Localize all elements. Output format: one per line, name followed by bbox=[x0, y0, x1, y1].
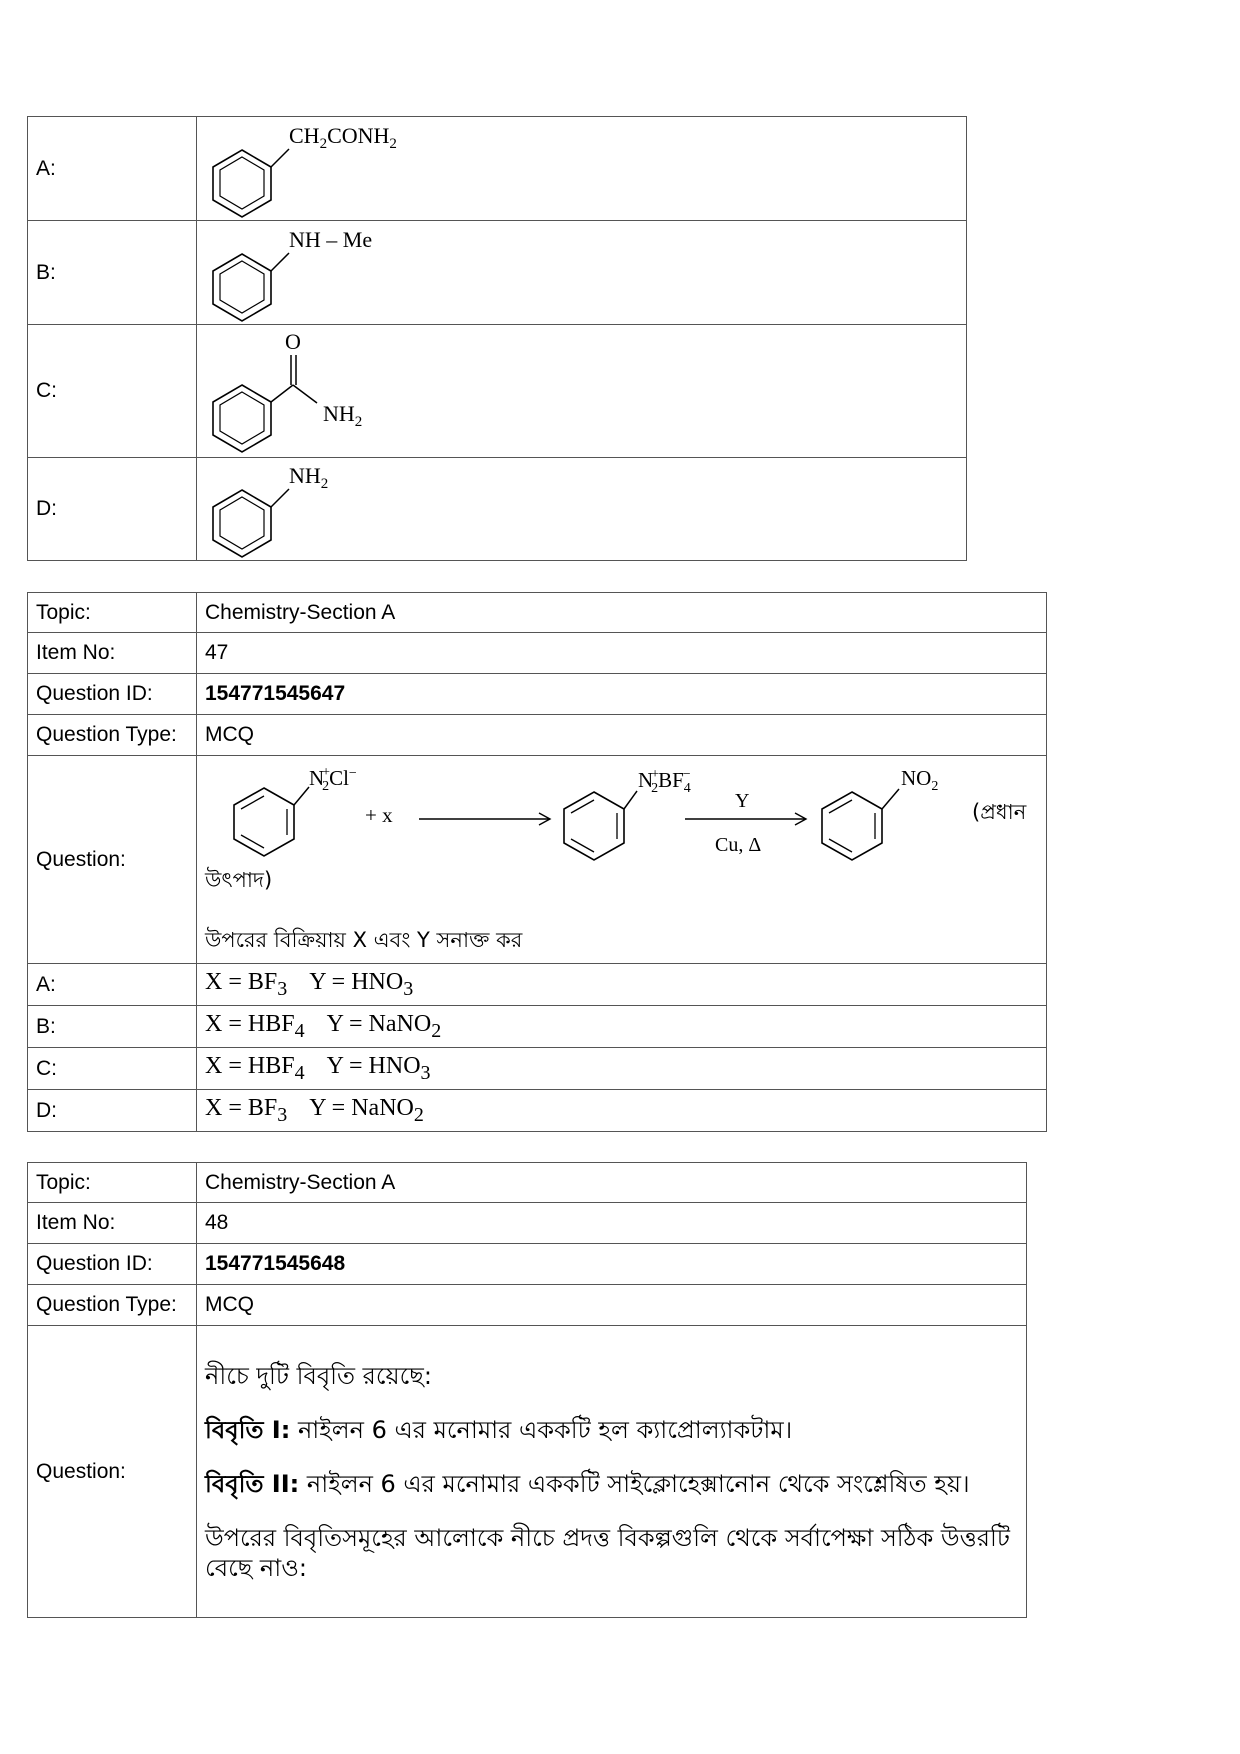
meta-row-question-type bbox=[28, 1285, 1027, 1326]
option-text[interactable]: $X = BF_3$ Y = NaNO$_2$ bbox=[197, 1090, 1047, 1132]
statements-intro: নীচে দুটি বিবৃতি রয়েছে: bbox=[205, 1361, 432, 1390]
meta-value: 48 bbox=[197, 1203, 1027, 1244]
meta-value: MCQ bbox=[197, 1285, 1027, 1326]
main-product-note: (প্রধান bbox=[972, 799, 1027, 824]
question-id: 154771545648 bbox=[205, 1252, 346, 1275]
benzyl-amide-structure bbox=[205, 119, 465, 219]
statement-2 bbox=[205, 1469, 1018, 1499]
option-structure bbox=[197, 221, 967, 325]
meta-value: MCQ bbox=[197, 715, 1047, 756]
benzamide-structure bbox=[205, 327, 465, 455]
question-body bbox=[197, 756, 1047, 964]
question-body bbox=[197, 1326, 1027, 1618]
meta-row-question-id bbox=[28, 674, 1047, 715]
reaction-arrow-2 bbox=[685, 813, 806, 825]
question-label: Question: bbox=[28, 756, 197, 964]
option-row-d[interactable] bbox=[28, 1090, 1047, 1132]
svg-text:O: O bbox=[285, 329, 301, 354]
svg-text:NH2: $NH_2$ bbox=[289, 463, 329, 492]
meta-value: Chemistry-Section A bbox=[197, 1163, 1027, 1203]
option-text[interactable]: $X = HBF_4$ Y = NaNO$_2$ bbox=[197, 1006, 1047, 1048]
n-methylaniline-structure bbox=[205, 223, 465, 323]
question-48-table bbox=[27, 1162, 1027, 1618]
meta-label: Item No: bbox=[28, 1203, 197, 1244]
question-label: Question: bbox=[28, 1326, 197, 1618]
option-row-b[interactable] bbox=[28, 1006, 1047, 1048]
option-label: D: bbox=[28, 458, 197, 561]
plus-x-label: + x bbox=[365, 802, 393, 827]
meta-label: Question Type: bbox=[28, 715, 197, 756]
nitro-group-label: $NO_2$ bbox=[901, 765, 939, 794]
prev-option-row-a bbox=[28, 117, 967, 221]
reagent-y-label: Y bbox=[735, 789, 750, 812]
option-label: C: bbox=[28, 325, 197, 458]
meta-row-item-no bbox=[28, 633, 1047, 674]
meta-value: 47 bbox=[197, 633, 1047, 674]
statement-1 bbox=[205, 1415, 1018, 1445]
meta-label: Question Type: bbox=[28, 1285, 197, 1326]
option-structure bbox=[197, 325, 967, 458]
option-label: B: bbox=[28, 221, 197, 325]
prev-option-row-d bbox=[28, 458, 967, 561]
question-instruction: উপরের বিবৃতিসমূহের আলোকে নীচে প্রদত্ত বিকল্পগুলি থেকে সর্বাপেক্ষা সঠিক উত্তরটি বেছে নাও: bbox=[205, 1523, 1010, 1582]
option-label: D: bbox=[28, 1090, 197, 1132]
meta-row-item-no bbox=[28, 1203, 1027, 1244]
statement-1-label: বিবৃতি I: bbox=[205, 1415, 291, 1444]
statement-2-label: বিবৃতি II: bbox=[205, 1469, 300, 1498]
option-structure bbox=[197, 117, 967, 221]
question-row bbox=[28, 1326, 1027, 1618]
prev-option-row-b bbox=[28, 221, 967, 325]
statement-1-text: নাইলন 6 এর মনোমার এককটি হল ক্যাপ্রোল্যাকটাম। bbox=[297, 1415, 793, 1444]
question-47-table bbox=[27, 592, 1047, 1132]
svg-text:NH – Me: NH – Me bbox=[289, 226, 373, 252]
option-label: A: bbox=[28, 964, 197, 1006]
option-row-c[interactable] bbox=[28, 1048, 1047, 1090]
meta-label: Question ID: bbox=[28, 1244, 197, 1285]
intermediate-benzene bbox=[564, 791, 637, 860]
diazonium-chloride-label: N+ 2Cl− bbox=[309, 764, 357, 794]
meta-row-question-type bbox=[28, 715, 1047, 756]
meta-value bbox=[197, 1244, 1027, 1285]
product-benzene bbox=[822, 789, 899, 860]
question-text: উপরের বিক্রিয়ায় X এবং Y সনাক্ত কর bbox=[205, 927, 523, 952]
prev-option-row-c bbox=[28, 325, 967, 458]
meta-label: Item No: bbox=[28, 633, 197, 674]
reagent-cu-heat-label: Cu, Δ bbox=[715, 833, 762, 856]
meta-label: Question ID: bbox=[28, 674, 197, 715]
question-row bbox=[28, 756, 1047, 964]
statement-2-text: নাইলন 6 এর মনোমার এককটি সাইক্লোহেক্সানোন থেকে সংশ্লেষিত হয়। bbox=[306, 1469, 970, 1498]
option-label: A: bbox=[28, 117, 197, 221]
reactant-benzene bbox=[234, 787, 309, 856]
option-text[interactable]: $X = BF_3$ $Y = HNO_3$ bbox=[197, 964, 1047, 1006]
meta-label: Topic: bbox=[28, 1163, 197, 1203]
svg-text:NH2: $NH_2$ bbox=[323, 401, 363, 430]
option-label: C: bbox=[28, 1048, 197, 1090]
question-id: 154771545647 bbox=[205, 682, 346, 705]
meta-value: Chemistry-Section A bbox=[197, 593, 1047, 633]
main-product-note-cont: উৎপাদ) bbox=[205, 867, 273, 892]
option-text[interactable]: $X = HBF_4$ $Y = HNO_3$ bbox=[197, 1048, 1047, 1090]
aniline-structure bbox=[205, 459, 465, 559]
svg-text:CH2CONH2: $CH_2CONH_2$ bbox=[289, 122, 397, 152]
meta-label: Topic: bbox=[28, 593, 197, 633]
meta-row-topic bbox=[28, 593, 1047, 633]
prev-options-table bbox=[27, 116, 967, 561]
reaction-scheme bbox=[197, 757, 1047, 963]
option-label: B: bbox=[28, 1006, 197, 1048]
meta-row-topic bbox=[28, 1163, 1027, 1203]
meta-value bbox=[197, 674, 1047, 715]
option-row-a[interactable] bbox=[28, 964, 1047, 1006]
diazonium-tetrafluoroborate-label: $N+ 2BF_4-$ bbox=[638, 766, 691, 796]
meta-row-question-id bbox=[28, 1244, 1027, 1285]
reaction-arrow-1 bbox=[419, 813, 550, 825]
option-structure bbox=[197, 458, 967, 561]
